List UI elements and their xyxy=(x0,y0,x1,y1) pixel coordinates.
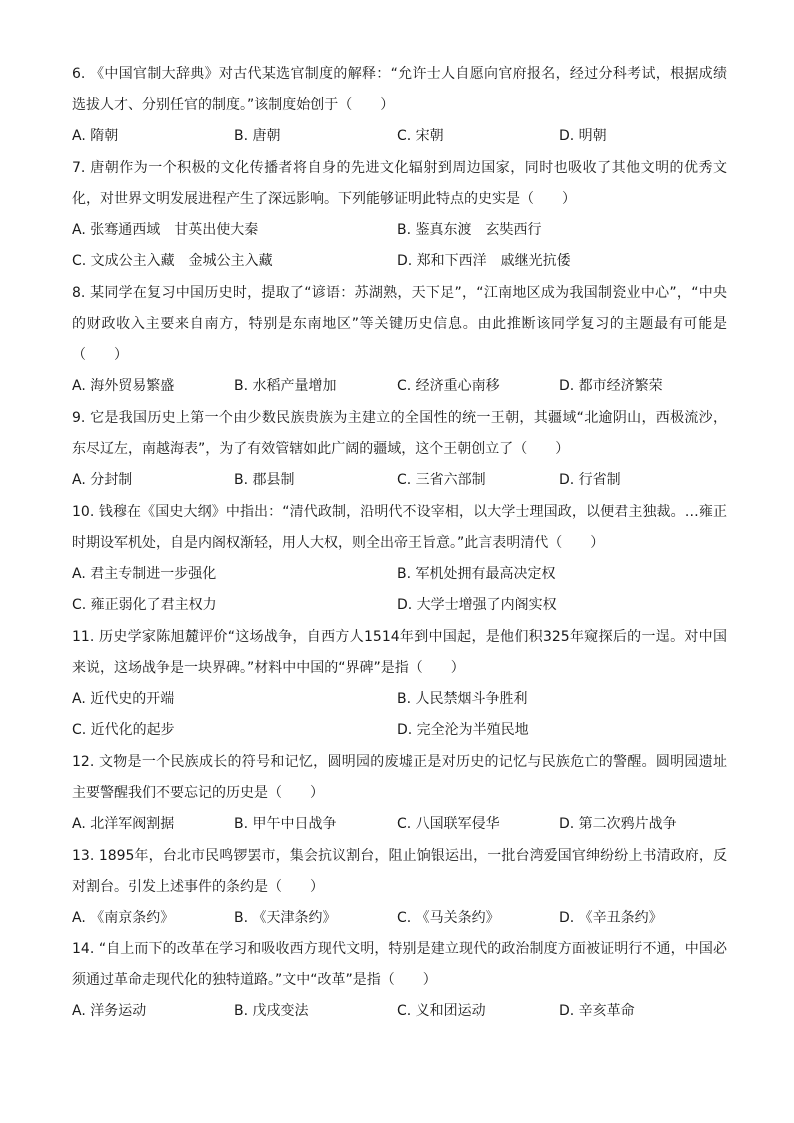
option-c: C. 近代化的起步 xyxy=(72,722,175,738)
option-a: A. 北洋军阀割据 xyxy=(72,816,175,832)
question-6 xyxy=(72,59,727,152)
option-d: D. 完全沦为半殖民地 xyxy=(397,722,529,738)
option-d: D. 辛亥革命 xyxy=(559,1003,635,1019)
option-b: B. 戊戌变法 xyxy=(234,1003,309,1019)
option-c: C. 宋朝 xyxy=(397,128,444,144)
option-a: A. 隋朝 xyxy=(72,128,119,144)
option-a: A. 《南京条约》 xyxy=(72,910,175,926)
option-c: C. 三省六部制 xyxy=(397,472,486,488)
option-b: B. 郡县制 xyxy=(234,472,295,488)
question-14 xyxy=(72,934,727,1027)
option-a: A. 近代史的开端 xyxy=(72,691,175,707)
options-row xyxy=(72,809,727,840)
question-stem: 13. 1895年，台北市民鸣锣罢市，集会抗议割台，阻止饷银运出，一批台湾爱国官绅纷纷上书清政府，反对割台。引发上述事件的条约是（ ） xyxy=(72,848,727,895)
option-b: B. 鉴真东渡 玄奘西行 xyxy=(397,222,542,238)
option-d: D. 《辛丑条约》 xyxy=(559,910,663,926)
question-stem: 10. 钱穆在《国史大纲》中指出：“清代政制，沿明代不设宰相，以大学士理国政，以便君主独裁。…雍正时期设军机处，自是内阁权渐轻，用人大权，则全出帝王旨意。”此言表明清代（ ） xyxy=(72,504,727,551)
option-b: B. 军机处拥有最高决定权 xyxy=(397,566,556,582)
option-a: A. 分封制 xyxy=(72,472,133,488)
option-c: C. 文成公主入藏 金城公主入藏 xyxy=(72,253,273,269)
option-b: B. 甲午中日战争 xyxy=(234,816,337,832)
option-a: A. 洋务运动 xyxy=(72,1003,147,1019)
options-row xyxy=(72,371,727,402)
option-c: C. 《马关条约》 xyxy=(397,910,500,926)
option-d: D. 大学士增强了内阁实权 xyxy=(397,597,557,613)
options-row xyxy=(72,121,727,152)
option-d: D. 都市经济繁荣 xyxy=(559,378,663,394)
option-c: C. 经济重心南移 xyxy=(397,378,500,394)
question-8 xyxy=(72,278,727,402)
option-b: B. 唐朝 xyxy=(234,128,281,144)
option-c: C. 八国联军侵华 xyxy=(397,816,500,832)
question-stem: 9. 它是我国历史上第一个由少数民族贵族为主建立的全国性的统一王朝，其疆域“北逾阴山，西极流沙，东尽辽左，南越海表”，为了有效管辖如此广阔的疆域，这个王朝创立了（ ） xyxy=(72,410,727,457)
option-c: C. 义和团运动 xyxy=(397,1003,486,1019)
question-11 xyxy=(72,622,727,746)
question-stem: 11. 历史学家陈旭麓评价“这场战争，自西方人1514年到中国起，是他们积325年窥探后的一逞。对中国来说，这场战争是一块界碑。”材料中中国的“界碑”是指（ ） xyxy=(72,629,727,676)
option-d: D. 第二次鸦片战争 xyxy=(559,816,677,832)
option-d: D. 郑和下西洋 戚继光抗倭 xyxy=(397,253,571,269)
options-row xyxy=(72,215,727,246)
question-stem: 14. “自上而下的改革在学习和吸收西方现代文明，特别是建立现代的政治制度方面被证明行不通，中国必须通过革命走现代化的独特道路。”文中“改革”是指（ ） xyxy=(72,941,727,988)
question-9 xyxy=(72,403,727,496)
question-12 xyxy=(72,747,727,840)
option-a: A. 海外贸易繁盛 xyxy=(72,378,175,394)
option-a: A. 君主专制进一步强化 xyxy=(72,566,217,582)
options-row xyxy=(72,465,727,496)
options-row xyxy=(72,684,727,715)
option-b: B. 水稻产量增加 xyxy=(234,378,337,394)
question-stem: 12. 文物是一个民族成长的符号和记忆，圆明园的废墟正是对历史的记忆与民族危亡的警醒。圆明园遗址主要警醒我们不要忘记的历史是（ ） xyxy=(72,754,727,801)
options-row xyxy=(72,996,727,1027)
question-stem: 7. 唐朝作为一个积极的文化传播者将自身的先进文化辐射到周边国家，同时也吸收了其他文明的优秀文化，对世界文明发展进程产生了深远影响。下列能够证明此特点的史实是（ ） xyxy=(72,160,727,207)
question-10 xyxy=(72,497,727,621)
options-row xyxy=(72,715,727,746)
question-7 xyxy=(72,153,727,277)
option-d: D. 明朝 xyxy=(559,128,607,144)
option-b: B. 《天津条约》 xyxy=(234,910,337,926)
question-stem: 8. 某同学在复习中国历史时，提取了“谚语：苏湖熟，天下足”，“江南地区成为我国制瓷业中心”，“中央的财政收入主要来自南方，特别是东南地区”等关键历史信息。由此推断该同学复习的主题最有可能是（ ） xyxy=(72,285,727,363)
options-row xyxy=(72,246,727,277)
options-row xyxy=(72,559,727,590)
option-a: A. 张骞通西域 甘英出使大秦 xyxy=(72,222,259,238)
option-b: B. 人民禁烟斗争胜利 xyxy=(397,691,528,707)
options-row xyxy=(72,590,727,621)
question-13 xyxy=(72,841,727,934)
question-stem: 6. 《中国官制大辞典》对古代某选官制度的解释：“允许士人自愿向官府报名，经过分科考试，根据成绩选拔人才、分别任官的制度。”该制度始创于（ ） xyxy=(72,66,727,113)
options-row xyxy=(72,903,727,934)
option-d: D. 行省制 xyxy=(559,472,621,488)
option-c: C. 雍正弱化了君主权力 xyxy=(72,597,217,613)
